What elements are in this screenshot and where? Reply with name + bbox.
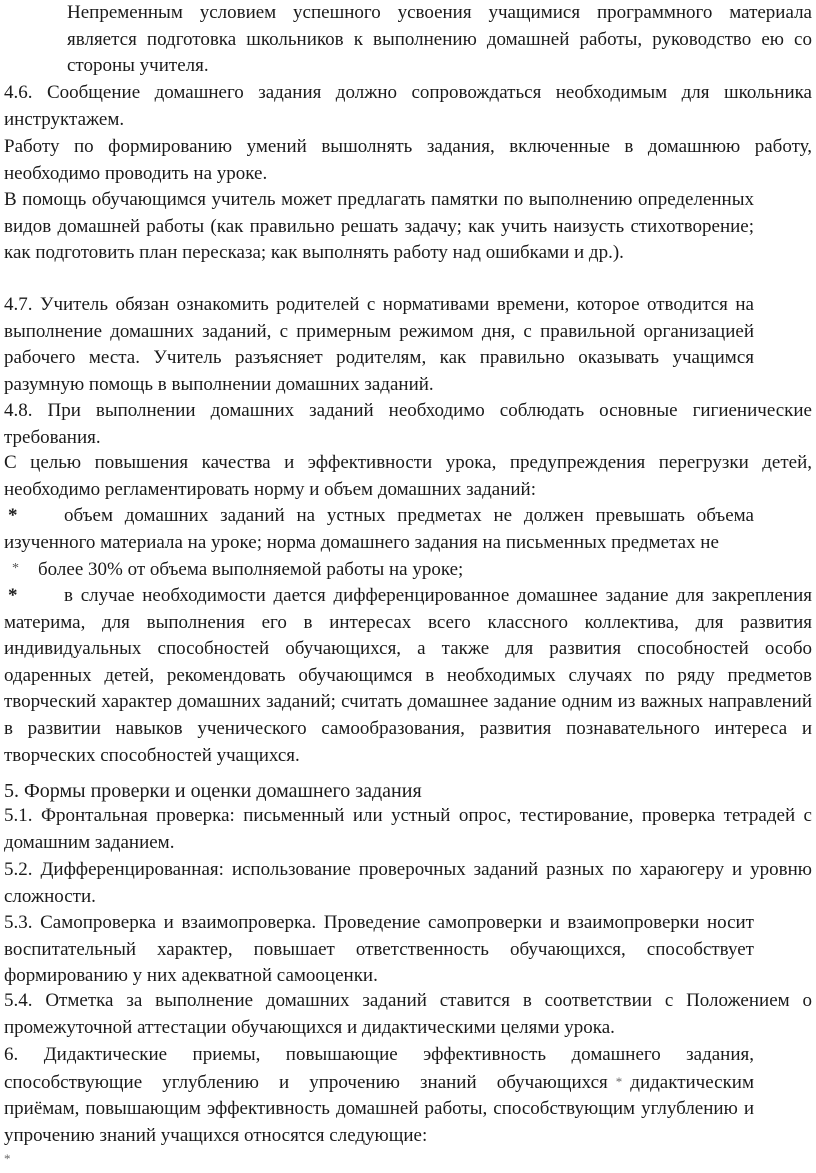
inline-star-icon: * [615, 1073, 623, 1089]
paragraph-4-8: 4.8. При выполнении домашних заданий необходимо соблюдать основные гигиенические требования. [4, 400, 812, 448]
bullet-item-2 [0, 556, 816, 584]
bullet-item-1 [0, 503, 816, 556]
trailing-star-icon: * [4, 1151, 11, 1166]
bullet-text-2: более 30% от объема выполняемой работы на уроке; [38, 559, 464, 580]
paragraph-6-part-a: 6. Дидактические приемы, повышающие эффективность домашнего задания, способствующие углублению и упрочению знаний обучающихся [4, 1044, 754, 1093]
bullet-star-icon: * [8, 505, 18, 526]
bullet-text-3: в случае необходимости дается дифференцированное домашнее задание для закрепления материма, для выполнения его в интересах всего классного коллектива, для развития индивидуальных способностей обучающихся, а также для развития способностей особо одаренных детей, рекомендовать обучающимся в необходимых случаях по ряду предметов творческий характер домашних заданий; считать домашнее задание одним из важных направлений в развитии навыков ученического самообразования, развития познавательного интереса и творческих способностей учащихся. [4, 585, 812, 766]
paragraph-work-on-lesson: Работу по формированию умений вышолнять задания, включенные в домашнюю работу, необходимо проводить на уроке. [4, 136, 812, 184]
paragraph-6-part-b: дидактическим приёмам, повышающим эффективность домашней работы, способствующим углублению и упрочению знаний учащихся относятся следующие: [4, 1071, 754, 1146]
section-heading-5: 5. Формы проверки и оценки домашнего задания [4, 780, 422, 802]
paragraph-4-6: 4.6. Сообщение домашнего задания должно сопровождаться необходимым для школьника инструктажем. [4, 82, 812, 130]
bullet-star-icon: * [12, 561, 19, 576]
bullet-text-1: объем домашних заданий на устных предметах не должен превышать объема изученного материала на уроке; норма домашнего задания на письменных предметах не [4, 505, 754, 553]
paragraph-help-memos: В помощь обучающимся учитель может предлагать памятки по выполнению определенных видов домашней работы (как правильно решать задачу; как учить наизусть стихотворение; как подготовить план пересказа; как выполнять работу над ошибками и др.). [4, 189, 754, 264]
bullet-star-icon: * [8, 585, 18, 606]
paragraph-goal: С целью повышения качества и эффективности урока, предупреждения перегрузки детей, необходимо регламентировать норму и объем домашних заданий: [4, 452, 812, 500]
paragraph-5-2: 5.2. Дифференцированная: использование проверочных заданий разных по хараюгеру и уровню сложности. [4, 859, 812, 907]
paragraph-4-7: 4.7. Учитель обязан ознакомить родителей с нормативами времени, которое отводится на выполнение домашних заданий, с примерным режимом дня, с правильной организацией рабочего места. Учитель разъясняет родителям, как правильно оказывать учащимся разумную помощь в выполнении домашних заданий. [4, 294, 754, 395]
paragraph-intro: Непременным условием успешного усвоения учащимися программного материала является подготовка школьников к выполнению домашней работы, руководство ею со стороны учителя. [67, 2, 812, 77]
paragraph-5-4: 5.4. Отметка за выполнение домашних заданий ставится в соответствии с Положением о промежуточной аттестации обучающихся и дидактическими целями урока. [4, 990, 812, 1038]
paragraph-5-3: 5.3. Самопроверка и взаимопроверка. Проведение самопроверки и взаимопроверки носит воспитательный характер, повышает ответственность обучающихся, способствует формированию у них адекватной самооценки. [4, 912, 754, 987]
bullet-item-3 [0, 583, 816, 769]
paragraph-6 [0, 1042, 816, 1149]
paragraph-5-1: 5.1. Фронтальная проверка: письменный или устный опрос, тестирование, проверка тетрадей с домашним заданием. [4, 805, 812, 853]
